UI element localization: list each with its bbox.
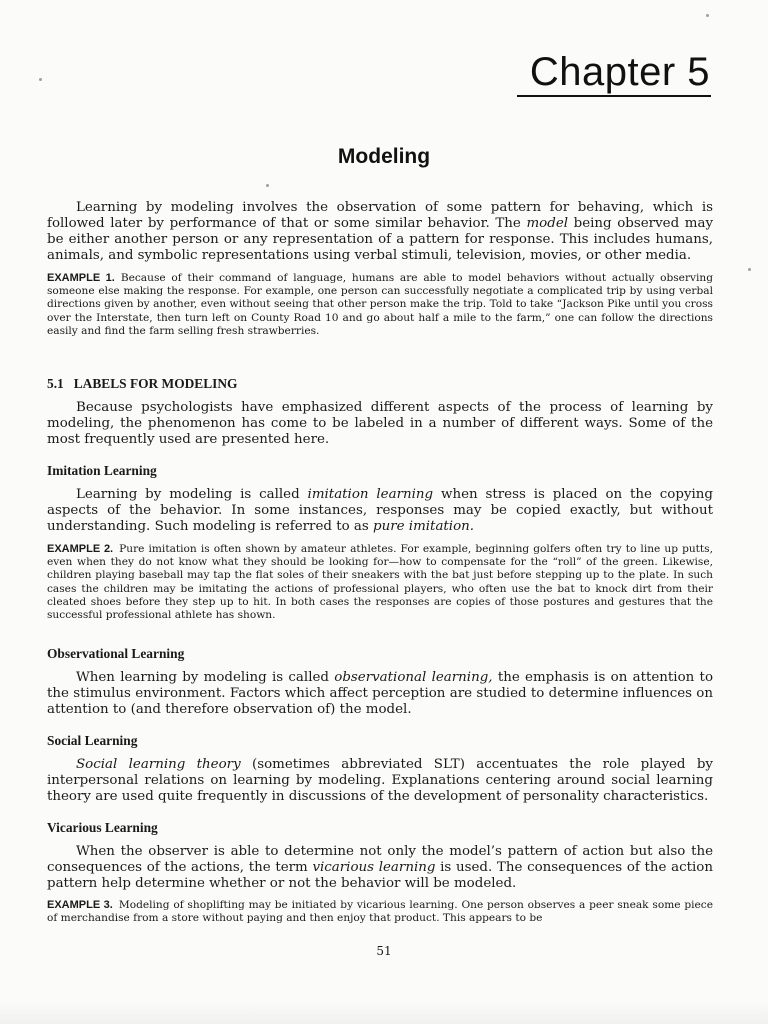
scan-speck (706, 14, 709, 17)
example-2-block (47, 543, 713, 622)
intro-block (47, 200, 713, 264)
example-2-label: EXAMPLE 2. (47, 543, 114, 555)
social-paragraph: Social learning theory (sometimes abbreviated SLT) accentuates the role played by interpersonal relations on learning by modeling. Explanations centering around social learning theory are used quite frequently in discussions of the development of personality characteristics. (47, 757, 713, 804)
scan-speck (748, 268, 751, 271)
intro-paragraph: Learning by modeling involves the observation of some pattern for behaving, which is followed later by performance of that or some similar behavior. The model being observed may be either another person or any representation of a pattern for response. This includes humans, animals, and symbolic representations using verbal stimuli, television, movies, or other media. (47, 200, 714, 263)
example-2: EXAMPLE 2. Pure imitation is often shown by amateur athletes. For example, beginning golfers often try to line up putts, even when they do not know what they should be looking for—how to compensate for the “roll” of the green. Likewise, children playing baseball may tap the flat soles of their sneakers with the bat just before stepping up to the plate. In such cases the children may be imitating the actions of professional players, who often use the bat to knock dirt from their cleated shoes before they step up to hit. In both cases the responses are copies of those postures and gestures that the successful professional athlete has shown. (47, 543, 713, 622)
example-3-block (47, 899, 713, 925)
page-number: 51 (376, 944, 392, 958)
chapter-heading: Chapter 5 (529, 50, 710, 94)
section-5-1-paragraph: Because psychologists have emphasized different aspects of the process of learning by modeling, the phenomenon has come to be labeled in a number of different ways. Some of the most frequently used are presented here. (47, 400, 713, 447)
example-3: EXAMPLE 3. Modeling of shoplifting may be initiated by vicarious learning. One person observes a peer sneak some piece of merchandise from a store without paying and then enjoy that product. This appears to be (47, 899, 713, 925)
subheading-vicarious: Vicarious Learning (47, 820, 158, 835)
subheading-social: Social Learning (47, 733, 138, 748)
scan-speck (39, 78, 42, 81)
section-heading-5-1: 5.1 LABELS FOR MODELING (47, 376, 238, 391)
subheading-observational: Observational Learning (47, 646, 185, 661)
vicarious-paragraph: When the observer is able to determine not only the model’s pattern of action but also the consequences of the actions, the term vicarious learning is used. The consequences of the action pattern help determine whether or not the behavior will be modeled. (47, 844, 713, 891)
observational-block (47, 646, 713, 718)
imitation-block (47, 463, 713, 535)
subheading-imitation: Imitation Learning (47, 463, 157, 478)
scan-bottom-edge (0, 1000, 768, 1024)
example-1: EXAMPLE 1. Because of their command of language, humans are able to model behaviors without actually observing someone else making the response. For example, one person can successfully negotiate a complicated trip by using verbal directions given by another, even without seeing that other person make the trip. Told to take “Jackson Pike until you cross over the Interstate, then turn left on County Road 10 and go about half a mile to the farm,” one can follow the directions easily and find the farm selling fresh strawberries. (47, 272, 713, 337)
vicarious-block (47, 820, 713, 892)
social-block (47, 733, 713, 805)
scan-speck (266, 184, 269, 187)
example-1-label: EXAMPLE 1. (47, 272, 115, 284)
example-1-block (47, 272, 713, 338)
chapter-underline (517, 95, 711, 97)
observational-paragraph: When learning by modeling is called observational learning, the emphasis is on attention to the stimulus environment. Factors which affect perception are studied to determine influences on attention to (and therefore observation of) the model. (47, 670, 714, 717)
page-title: Modeling (337, 145, 431, 168)
imitation-paragraph: Learning by modeling is called imitation learning when stress is placed on the copying aspects of the behavior. In some instances, responses may be copied exactly, but without understanding. Such modeling is referred to as pure imitation. (47, 487, 713, 534)
section-5-1-block (47, 376, 713, 448)
example-3-label: EXAMPLE 3. (47, 899, 113, 911)
